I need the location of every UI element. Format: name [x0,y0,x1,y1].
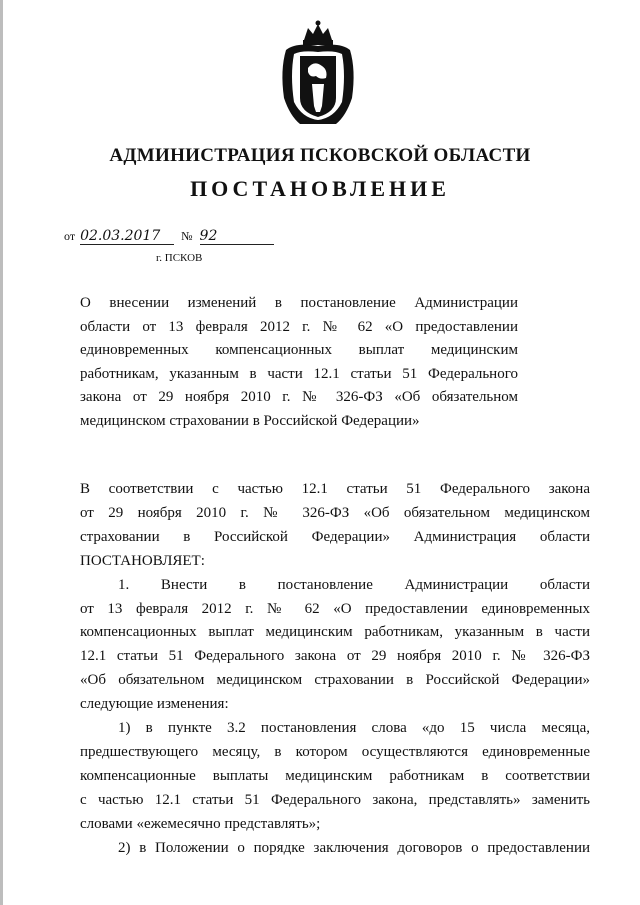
title-line: единовременных компенсационных выплат медицинским [80,342,518,359]
organization-name: АДМИНИСТРАЦИЯ ПСКОВСКОЙ ОБЛАСТИ [109,145,531,166]
body-line: 12.1 статьи 51 Федерального закона от 29 ноября 2010 г. № 326-ФЗ [80,648,590,665]
body-line: с частью 12.1 статьи 51 Федерального закона, представлять» заменить [80,791,590,808]
document-title [80,292,518,434]
date-prefix: от [64,229,76,243]
city-name: г. ПСКОВ [156,252,203,264]
body-line: следующие изменения: [80,696,229,713]
document-type: ПОСТАНОВЛЕНИЕ [190,176,450,201]
number-value: 92 [199,228,218,244]
title-line: закона от 29 ноября 2010 г. № 326-ФЗ «Об обязательном [80,389,518,406]
title-line: медицинском страховании в Российской Федерации» [80,412,420,429]
date-number-line [64,228,274,245]
body-line: 1) в пункте 3.2 постановления слова «до 15 числа месяца, [118,720,590,737]
body-line: 2) в Положении о порядке заключения договоров о предоставлении [118,839,590,856]
body-line: компенсационных выплат медицинским работникам, указанным в части [80,624,590,641]
body-line: страховании в Российской Федерации» Администрация области [80,528,590,545]
title-line: области от 13 февраля 2012 г. № 62 «О предоставлении [80,318,518,335]
document-body [80,478,590,861]
page-edge [0,0,3,905]
body-line: от 13 февраля 2012 г. № 62 «О предоставлении единовременных [80,600,590,617]
date-value: 02.03.2017 [80,228,161,244]
body-line: ПОСТАНОВЛЯЕТ: [80,552,205,569]
body-line: В соответствии с частью 12.1 статьи 51 Федерального закона [80,481,590,497]
body-line: предшествующего месяцу, в котором осуществляются единовременные [80,743,590,760]
body-line: «Об обязательном медицинском страховании в Российской Федерации» [80,672,590,689]
pskov-coat-of-arms-emblem [276,20,360,128]
title-line: О внесении изменений в постановление Администрации [80,295,518,311]
title-line: работникам, указанным в части 12.1 статьи 51 Федерального [80,365,518,382]
body-line: словами «ежемесячно представлять»; [80,815,321,832]
body-line: от 29 ноября 2010 г. № 326-ФЗ «Об обязательном медицинском [80,504,590,521]
number-prefix: № [181,229,193,243]
body-line: компенсационные выплаты медицинским работникам в соответствии [80,767,590,784]
body-line: 1. Внести в постановление Администрации области [118,576,590,593]
